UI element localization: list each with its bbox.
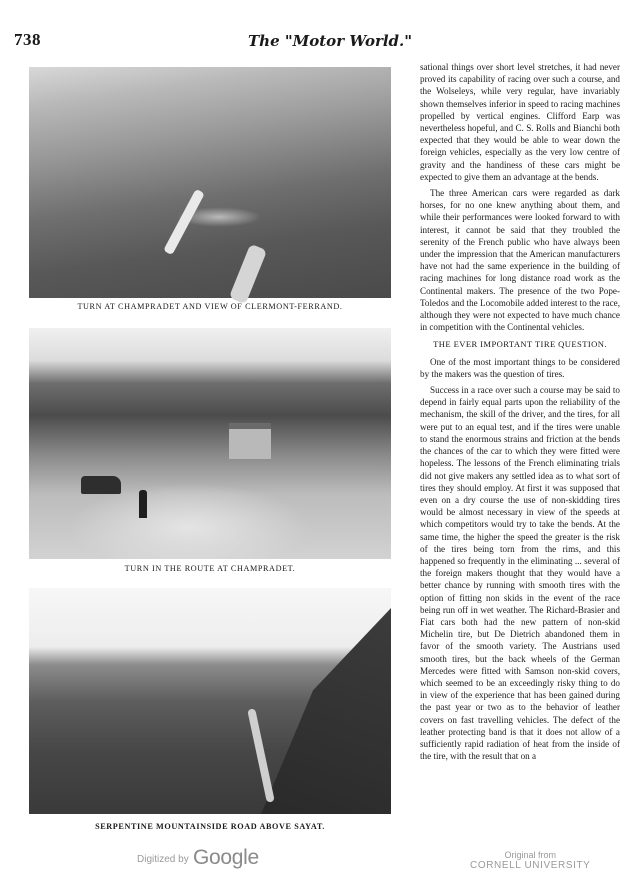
masthead-title: The "Motor World."	[248, 32, 413, 50]
figure-caption-3: SERPENTINE MOUNTAINSIDE ROAD ABOVE SAYAT.	[95, 822, 325, 831]
photo-serpentine-road	[29, 588, 391, 814]
photo-car	[81, 476, 121, 494]
page-number: 738	[14, 30, 41, 49]
photo-person	[139, 490, 147, 518]
figure-caption-2: TURN IN THE ROUTE AT CHAMPRADET.	[124, 564, 296, 573]
photo-winding-road	[247, 708, 275, 803]
photo-champradet-turn	[29, 328, 391, 559]
article-paragraph: Success in a race over such a course may be said to depend in fairly equal parts upon the reliability of the mechanism, the skill of the driver, and the tires, for all were put to an equal test, and if the tires were unable to stand the enormous strains and friction at the bends the chances of the car to which they were fitted were hopeless. The lessons of the French eliminating trials did not give makers any settled idea as to what sort of tires they should employ. At first it was supposed that even on a dry course the use of non-skidding tires would be almost necessary in view of the speeds at which competitors would try to take the bends. At the same time, the higher the speed the greater is the risk of the tires being torn from the rims, and this happened so frequently in the eliminating ... several of the foreign makers thought that they would have a better chance by running with smooth tires with the option of fitting non skids in the event of the race being run off in wet weather. The Richard-Brasier and Fiat cars both had the new pattern of non-skid Michelin tire, but De Dietrich abandoned them in favor of the smooth variety. The Austrians used smooth tires, but the back wheels of the German Mercedes were fitted with Samson non-skid covers, which seemed to be an exceedingly risky thing to do in view of the experience that has been gained during the past year or two as to the behavior of leather covers on fast travelling vehicles. The defect of the leather protecting band is that it does not allow of a sufficiently rapid radiation of heat from the inside of the tire, with the result that on a	[420, 385, 620, 762]
original-source	[470, 850, 590, 871]
google-logo: Google	[193, 846, 259, 869]
article-paragraph: sational things over short level stretches, it had never proved its capability of racing over such a course, and the Wolseleys, while very regular, have invariably shown themselves inferior in speed to racing machines propelled by vertical engines. Clifford Earp was nevertheless hopeful, and C. S. Rolls and Bianchi both expected that they would be able to wear down the foreign vehicles, especially as the very low centre of gravity and the handiness of these cars might be expected to give them an advantage at the bends.	[420, 62, 620, 182]
photo-bridge	[229, 423, 271, 459]
figure-caption-1: TURN AT CHAMPRADET AND VIEW OF CLERMONT-FERRAND.	[77, 302, 343, 311]
digitized-by-label: Digitized by	[137, 854, 189, 865]
article-paragraph: The three American cars were regarded as dark horses, for no one knew anything about them, and while their performances were looked forward to with interest, it cannot be said that they troubled the serenity of the French public who have always been under the impression that the American manufacturers have not had the same experience in the building of racing machines for long distance road work as the Continental makers. The presence of the two Pope-Toledos and the Locomobile added interest to the race, although they were not expected to have much chance in competition with the Continental vehicles.	[420, 188, 620, 333]
original-from-label: Original from	[504, 850, 556, 860]
photo-clermont-ferrand-view	[29, 67, 391, 298]
article-subheading: THE EVER IMPORTANT TIRE QUESTION.	[433, 339, 607, 350]
photo-river	[163, 189, 205, 256]
photo-road	[229, 244, 267, 305]
institution-name: CORNELL UNIVERSITY	[470, 860, 591, 871]
article-column	[420, 61, 620, 766]
photo-mountainside	[261, 608, 391, 814]
article-paragraph: One of the most important things to be considered by the makers was the question of tires.	[420, 356, 620, 379]
